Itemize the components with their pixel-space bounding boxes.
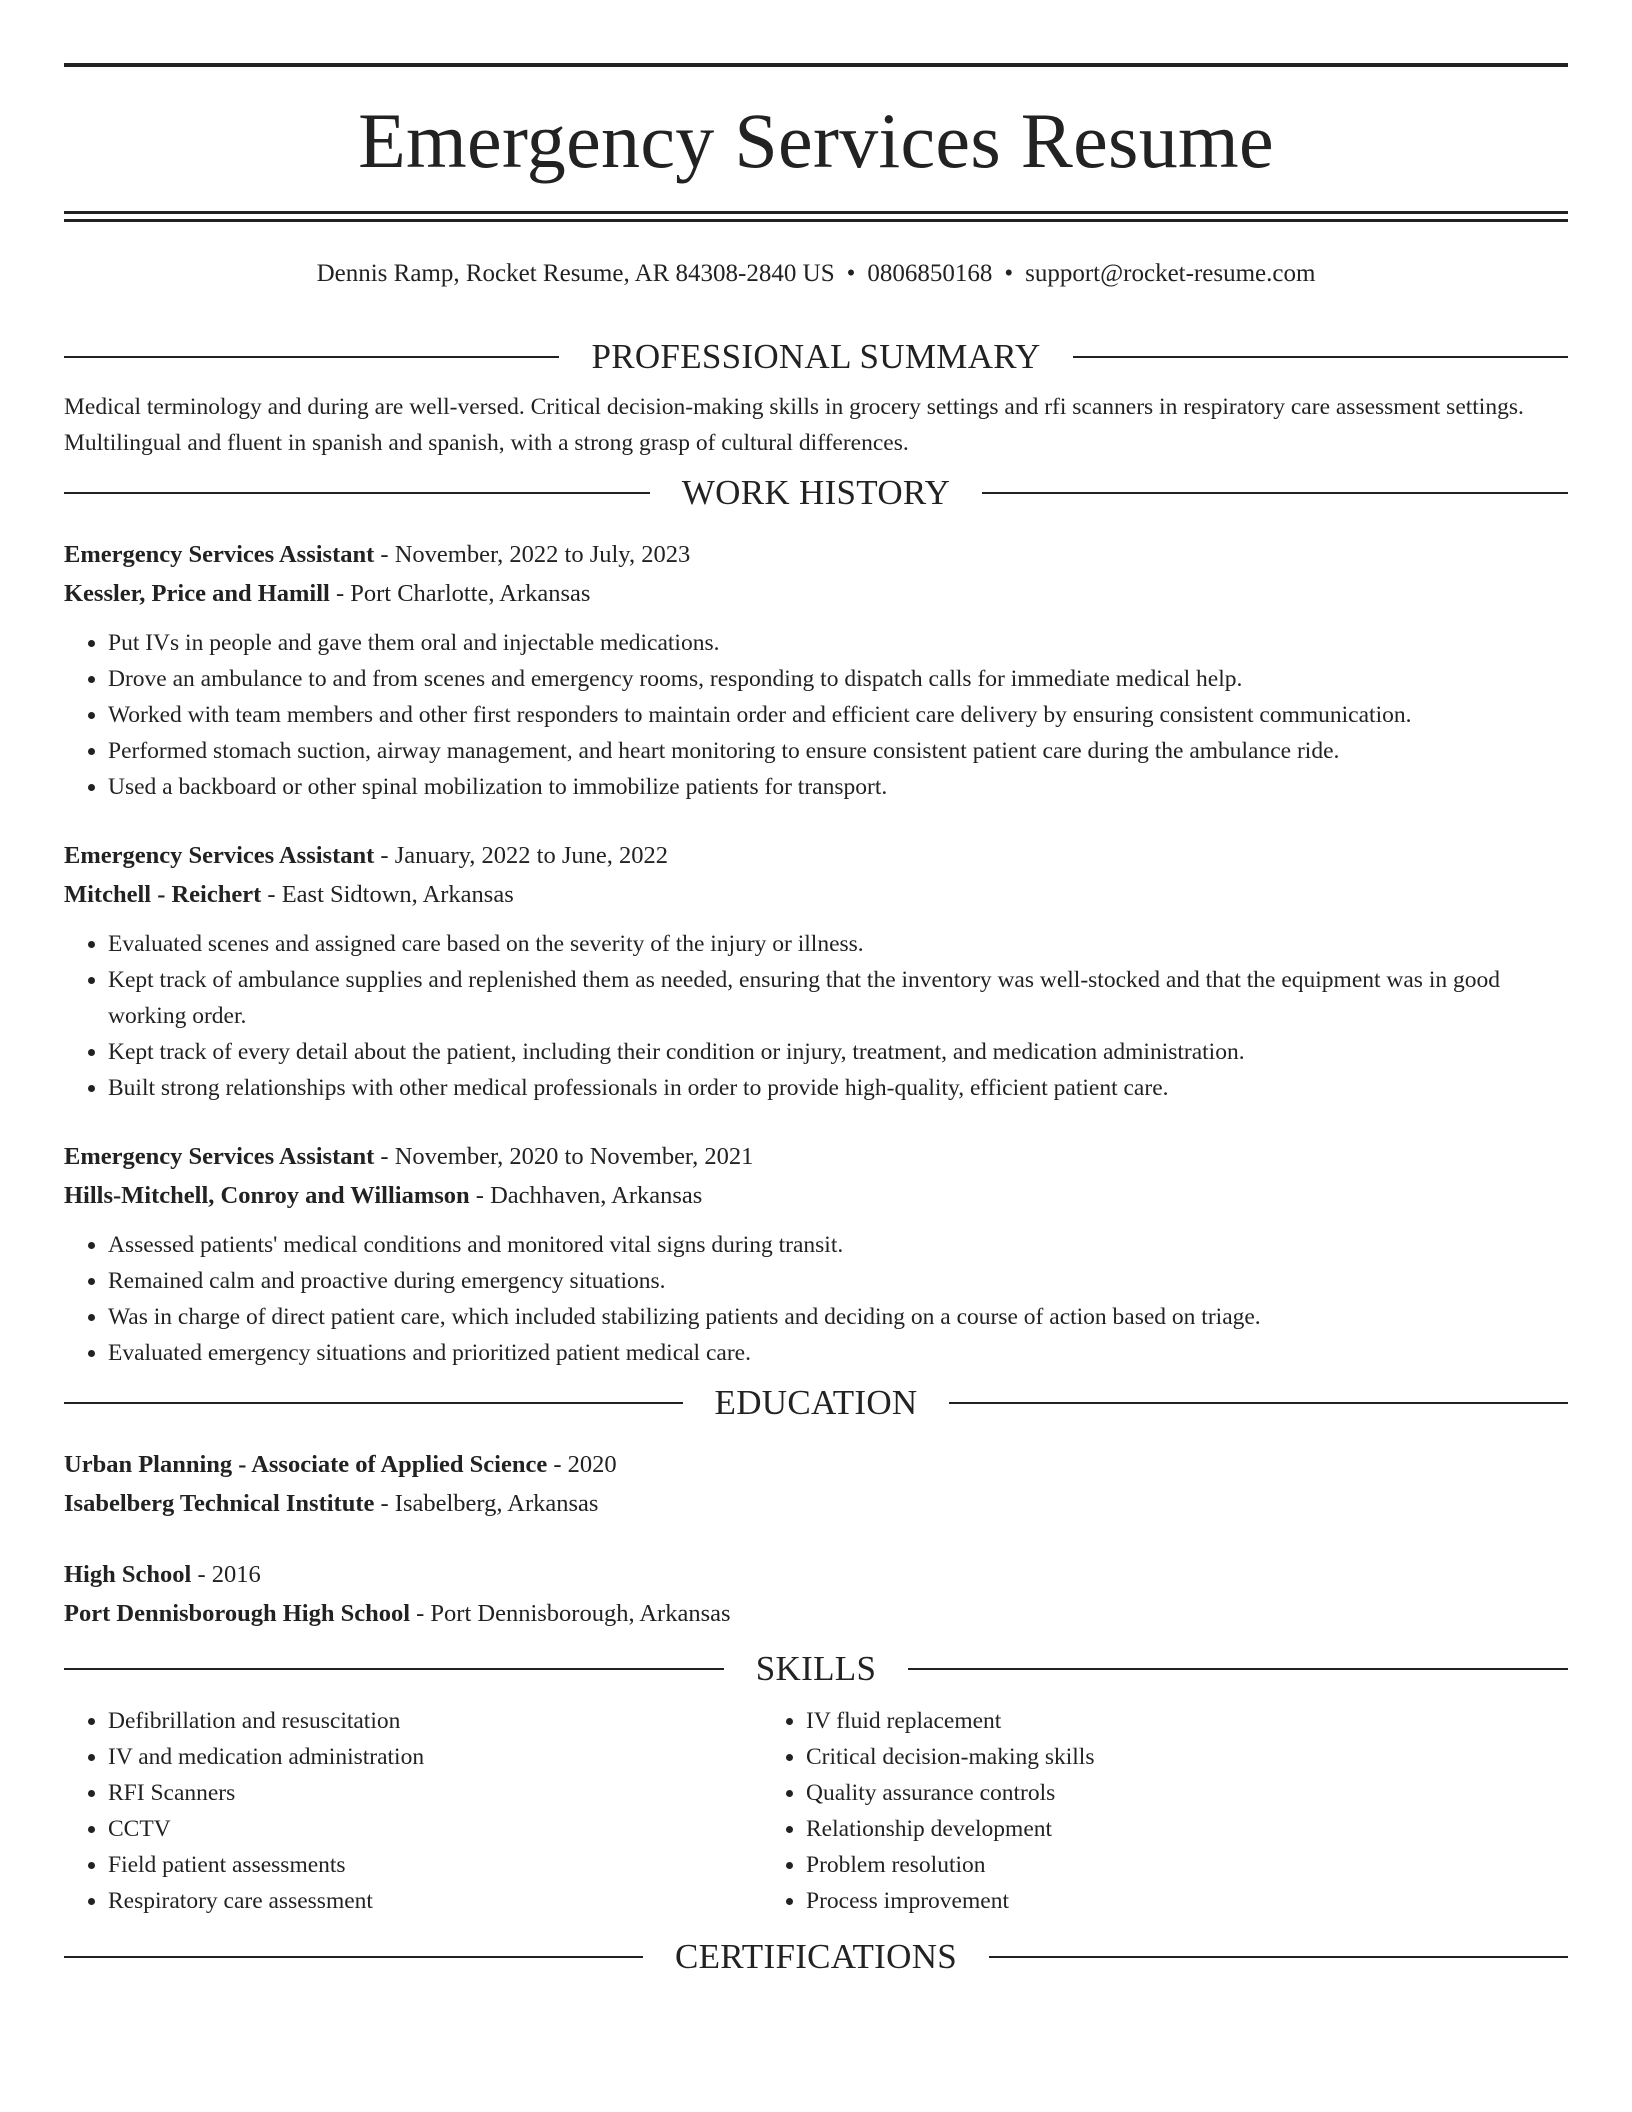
- duty-item: • Performed stomach suction, airway management, and heart monitoring to ensure consistent patient care during the ambulance ride.: [108, 733, 1568, 769]
- duty-item: • Used a backboard or other spinal mobilization to immobilize patients for transport.: [108, 769, 1568, 805]
- skill-item: • Critical decision-making skills: [806, 1739, 1460, 1775]
- job-employer-line: [64, 875, 1568, 914]
- job-employer-line: [64, 574, 1568, 613]
- skill-item: • IV and medication administration: [108, 1739, 762, 1775]
- job-employer: Mitchell - Reichert: [64, 881, 262, 908]
- duty-item: • Was in charge of direct patient care, which included stabilizing patients and deciding on a course of action based on triage.: [108, 1299, 1568, 1335]
- education-entry: [64, 1555, 1568, 1633]
- contact-address: Dennis Ramp, Rocket Resume, AR 84308-2840 US: [316, 260, 835, 287]
- heading-rule: [64, 1402, 683, 1404]
- heading-rule: [64, 492, 650, 494]
- education-entry: [64, 1445, 1568, 1523]
- heading-rule: [989, 1956, 1568, 1958]
- job-entry: [64, 535, 1568, 805]
- job-entry: [64, 836, 1568, 1106]
- duty-item: • Remained calm and proactive during emergency situations.: [108, 1263, 1568, 1299]
- duty-item: • Built strong relationships with other medical professionals in order to provide high-quality, efficient patient care.: [108, 1070, 1568, 1106]
- job-duties: [64, 926, 1568, 1106]
- section-heading-work-history: [64, 473, 1568, 513]
- section-title: SKILLS: [755, 1649, 877, 1688]
- heading-rule: [982, 492, 1568, 494]
- education-school-line: [64, 1484, 1568, 1523]
- duty-item: • Drove an ambulance to and from scenes and emergency rooms, responding to dispatch calls for immediate medical help.: [108, 661, 1568, 697]
- education-location: - Isabelberg, Arkansas: [374, 1490, 599, 1517]
- education-degree-line: [64, 1555, 1568, 1594]
- heading-rule: [64, 1668, 724, 1670]
- skill-item: • IV fluid replacement: [806, 1703, 1460, 1739]
- duty-item: • Worked with team members and other first responders to maintain order and efficient care delivery by ensuring consistent communication.: [108, 697, 1568, 733]
- skill-item: • RFI Scanners: [108, 1775, 762, 1811]
- job-title: Emergency Services Assistant: [64, 842, 375, 869]
- contact-email: support@rocket-resume.com: [1025, 260, 1316, 287]
- job-location: - East Sidtown, Arkansas: [261, 881, 514, 908]
- duty-item: • Put IVs in people and gave them oral and injectable medications.: [108, 625, 1568, 661]
- job-title: Emergency Services Assistant: [64, 541, 375, 568]
- section-heading-skills: [64, 1649, 1568, 1689]
- skills-column-left: [64, 1703, 762, 1919]
- skill-item: • CCTV: [108, 1811, 762, 1847]
- heading-rule: [64, 356, 559, 358]
- job-dates: - November, 2022 to July, 2023: [374, 541, 691, 568]
- education-school: Port Dennisborough High School: [64, 1600, 411, 1627]
- title-double-rule: [64, 211, 1568, 222]
- contact-phone: 0806850168: [867, 260, 993, 287]
- duty-item: • Kept track of ambulance supplies and replenished them as needed, ensuring that the inventory was well-stocked and that the equipment was in good working order.: [108, 962, 1568, 1034]
- job-employer-line: [64, 1176, 1568, 1215]
- education-degree: High School: [64, 1561, 192, 1588]
- section-heading-summary: [64, 337, 1568, 377]
- section-title: WORK HISTORY: [681, 473, 951, 512]
- skills-column-right: [762, 1703, 1460, 1919]
- education-degree-line: [64, 1445, 1568, 1484]
- job-employer: Kessler, Price and Hamill: [64, 580, 330, 607]
- job-title-line: [64, 535, 1568, 574]
- job-title-line: [64, 1137, 1568, 1176]
- job-title: Emergency Services Assistant: [64, 1143, 375, 1170]
- education-location: - Port Dennisborough, Arkansas: [410, 1600, 731, 1627]
- contact-separator: •: [846, 260, 856, 287]
- job-location: - Dachhaven, Arkansas: [469, 1182, 703, 1209]
- job-title-line: [64, 836, 1568, 875]
- top-rule: [64, 63, 1568, 67]
- contact-line: [64, 259, 1568, 289]
- heading-rule: [949, 1402, 1568, 1404]
- education-school-line: [64, 1594, 1568, 1633]
- job-employer: Hills-Mitchell, Conroy and Williamson: [64, 1182, 470, 1209]
- education-school: Isabelberg Technical Institute: [64, 1490, 375, 1517]
- resume-page: [64, 0, 1568, 1977]
- duty-item: • Kept track of every detail about the patient, including their condition or injury, treatment, and medication administration.: [108, 1034, 1568, 1070]
- skills-grid: [64, 1703, 1568, 1919]
- skill-item: • Respiratory care assessment: [108, 1883, 762, 1919]
- skill-item: • Quality assurance controls: [806, 1775, 1460, 1811]
- section-title: PROFESSIONAL SUMMARY: [591, 337, 1041, 376]
- duty-item: • Evaluated emergency situations and prioritized patient medical care.: [108, 1335, 1568, 1371]
- heading-rule: [64, 1956, 643, 1958]
- section-title: CERTIFICATIONS: [674, 1937, 958, 1976]
- job-duties: [64, 1227, 1568, 1371]
- section-heading-certifications: [64, 1937, 1568, 1977]
- job-dates: - November, 2020 to November, 2021: [374, 1143, 754, 1170]
- job-dates: - January, 2022 to June, 2022: [374, 842, 669, 869]
- contact-separator: •: [1004, 260, 1014, 287]
- section-title: EDUCATION: [714, 1383, 918, 1422]
- skill-item: • Defibrillation and resuscitation: [108, 1703, 762, 1739]
- resume-title: Emergency Services Resume: [358, 97, 1274, 184]
- skill-item: • Relationship development: [806, 1811, 1460, 1847]
- skill-item: • Problem resolution: [806, 1847, 1460, 1883]
- education-year: - 2016: [191, 1561, 261, 1588]
- job-duties: [64, 625, 1568, 805]
- heading-rule: [908, 1668, 1568, 1670]
- job-entry: [64, 1137, 1568, 1371]
- heading-rule: [1073, 356, 1568, 358]
- section-heading-education: [64, 1383, 1568, 1423]
- education-degree: Urban Planning - Associate of Applied Science: [64, 1451, 548, 1478]
- education-year: - 2020: [547, 1451, 617, 1478]
- skill-item: • Process improvement: [806, 1883, 1460, 1919]
- summary-text: Medical terminology and during are well-versed. Critical decision-making skills in grocery settings and rfi scanners in respiratory care assessment settings. Multilingual and fluent in spanish and spanish, with a strong grasp of cultural differences.: [64, 394, 1524, 456]
- job-location: - Port Charlotte, Arkansas: [329, 580, 591, 607]
- skill-item: • Field patient assessments: [108, 1847, 762, 1883]
- duty-item: • Evaluated scenes and assigned care based on the severity of the injury or illness.: [108, 926, 1568, 962]
- duty-item: • Assessed patients' medical conditions and monitored vital signs during transit.: [108, 1227, 1568, 1263]
